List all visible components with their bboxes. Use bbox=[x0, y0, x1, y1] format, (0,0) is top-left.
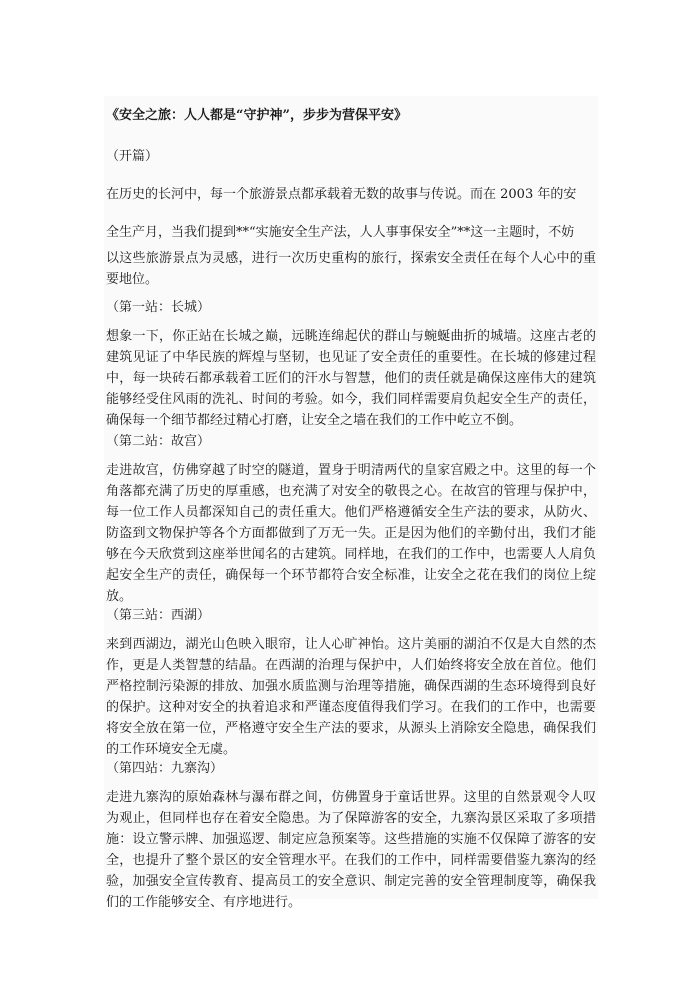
opening-line-1: 在历史的长河中，每一个旅游景点都承载着无数的故事与传说。而在 2003 年的安 bbox=[106, 187, 577, 202]
section-heading-station-3: （第三站：西湖） bbox=[106, 608, 211, 623]
section-heading-station-1: （第一站：长城） bbox=[106, 300, 211, 315]
section-heading-station-4: （第四站：九寨沟） bbox=[106, 761, 224, 776]
paragraph-station-2: 走进故宫，仿佛穿越了时空的隧道，置身于明清两代的皇家宫殿之中。这里的每一个角落都充满了历史的厚重感，也充满了对安全的敬畏之心。在故宫的管理与保护中，每一位工作人员都深知自己的责任重大。他们严格遵循安全生产法的要求，从防火、防盗到文物保护等各个方面都做到了万无一失。正是因为他们的辛勤付出，我们才能够在今天欣赏到这座举世闻名的古建筑。同样地，在我们的工作中，也需要人人肩负起安全生产的责任，确保每一个环节都符合安全标准，让安全之花在我们的岗位上绽放。 bbox=[106, 463, 596, 604]
document-title: 《安全之旅：人人都是“守护神”，步步为营保平安》 bbox=[106, 108, 407, 123]
opening-line-2: 全生产月，当我们提到**“实施安全生产法，人人事事保安全”**这一主题时，不妨 bbox=[106, 225, 575, 240]
section-heading-station-2: （第二站：故宫） bbox=[106, 434, 211, 449]
section-heading-opening: （开篇） bbox=[106, 149, 159, 164]
opening-paragraph: 以这些旅游景点为灵感，进行一次历史重构的旅行，探索安全责任在每个人心中的重要地位。 bbox=[106, 251, 596, 287]
paragraph-station-3: 来到西湖边，湖光山色映入眼帘，让人心旷神怡。这片美丽的湖泊不仅是大自然的杰作，更是人类智慧的结晶。在西湖的治理与保护中，人们始终将安全放在首位。他们严格控制污染源的排放、加强水质监测与治理等措施，确保西湖的生态环境得到良好的保护。这种对安全的执着追求和严谨态度值得我们学习。在我们的工作中，也需要将安全放在第一位，严格遵守安全生产法的要求，从源头上消除安全隐患，确保我们的工作环境安全无虞。 bbox=[106, 637, 596, 757]
paragraph-station-4: 走进九寨沟的原始森林与瀑布群之间，仿佛置身于童话世界。这里的自然景观令人叹为观止，但同样也存在着安全隐患。为了保障游客的安全，九寨沟景区采取了多项措施：设立警示牌、加强巡逻、制定应急预案等。这些措施的实施不仅保障了游客的安全，也提升了整个景区的安全管理水平。在我们的工作中，同样需要借鉴九寨沟的经验，加强安全宣传教育、提高员工的安全意识、制定完善的安全管理制度等，确保我们的工作能够安全、有序地进行。 bbox=[106, 790, 596, 910]
paragraph-station-1: 想象一下，你正站在长城之巅，远眺连绵起伏的群山与蜿蜒曲折的城墙。这座古老的建筑见证了中华民族的辉煌与坚韧，也见证了安全责任的重要性。在长城的修建过程中，每一块砖石都承载着工匠们的汗水与智慧，他们的责任就是确保这座伟大的建筑能够经受住风雨的洗礼、时间的考验。如今，我们同样需要肩负起安全生产的责任，确保每一个细节都经过精心打磨，让安全之墙在我们的工作中屹立不倒。 bbox=[106, 329, 596, 428]
document-body bbox=[104, 96, 598, 910]
